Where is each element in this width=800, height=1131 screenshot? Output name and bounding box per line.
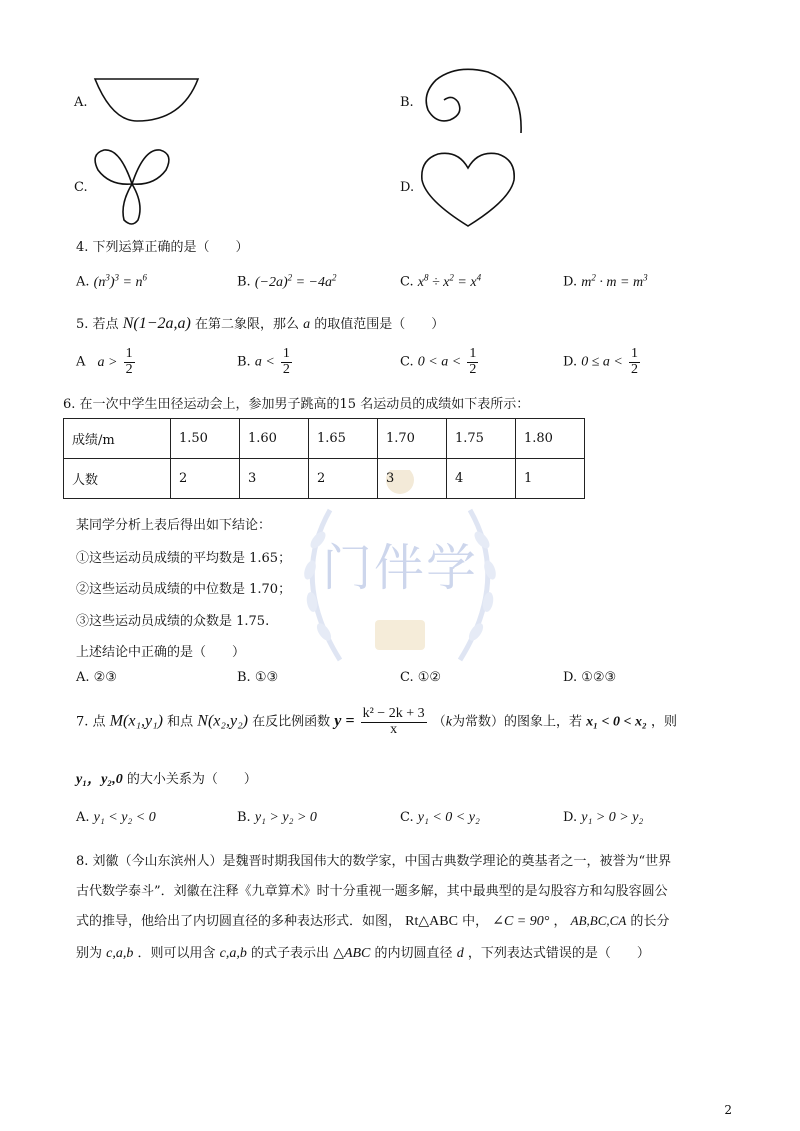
q8-line-4: 别为 c,a,b ．则可以用含 c,a,b 的式子表示出 △ABC 的内切圆直径 d ，下列表达式错误的是（ ）	[76, 946, 650, 961]
q4-stem: 4. 下列运算正确的是（ ）	[76, 240, 249, 255]
figure-b-label: B.	[400, 95, 414, 110]
table-cell: 3	[378, 459, 447, 499]
q4-option-b: B. $(-2a)^2 = -4a^2$	[237, 272, 337, 290]
q8-line-2: 古代数学泰斗”．刘徽在注释《九章算术》时十分重视一题多解，其中最典型的是勾股容方和勾股容圆公	[76, 884, 668, 899]
q4-option-d: D. $m^2 \cdot m = m^3$	[563, 272, 648, 290]
q6-question: 上述结论中正确的是（ ）	[76, 645, 246, 660]
table-cell: 1	[516, 459, 585, 499]
figure-c-label: C.	[74, 180, 88, 195]
figure-d-label: D.	[400, 180, 415, 195]
table-cell: 3	[240, 459, 309, 499]
q5-stem: 5. 若点 N(1−2a,a) 在第二象限，那么 a 的取值范围是（ ）	[76, 315, 445, 332]
q6-stem: 6. 在一次中学生田径运动会上，参加男子跳高的15 名运动员的成绩如下表所示：	[63, 397, 530, 412]
q7-option-b: B. y₁ > y₂ > 0	[237, 810, 317, 825]
q6-intro: 某同学分析上表后得出如下结论：	[76, 518, 272, 533]
q6-option-c: C. ①②	[400, 670, 442, 685]
q5-option-c: C. 0 < a < $\frac{1}{2}$	[400, 346, 477, 377]
table-cell: 1.80	[516, 419, 585, 459]
figure-b-spiral	[418, 66, 528, 136]
page-number: 2	[724, 1103, 732, 1117]
q7-stem: 7. 点 M(x₁,y₁) 和点 N(x₂,y₂) 在反比例函数 y = $\frac{\text{k² − 2k + 3}}{x}$ （k为常数）的图象上，若 x₁ < 0 < x₂ ，则	[76, 706, 678, 737]
table-header-cell: 人数	[64, 459, 171, 499]
q6-conclusion-1: ①这些运动员成绩的平均数是 1.65；	[76, 551, 292, 566]
table-row	[64, 459, 585, 499]
q6-option-b: B. ①③	[237, 670, 279, 685]
q6-conclusion-2: ②这些运动员成绩的中位数是 1.70；	[76, 582, 292, 597]
figure-a-fan	[92, 76, 202, 126]
table-cell: 1.75	[447, 419, 516, 459]
watermark-text: 门伴学	[322, 539, 478, 597]
q5-option-a: A a > $\frac{1}{2}$	[76, 346, 133, 377]
q8-line-3: 式的推导，他给出了内切圆直径的多种表达形式．如图， Rt△ABC 中， ∠C = 90° ， AB,BC,CA 的长分	[76, 913, 670, 929]
table-cell: 1.65	[309, 419, 378, 459]
table-cell: 2	[171, 459, 240, 499]
q6-conclusion-3: ③这些运动员成绩的众数是 1.75.	[76, 614, 270, 629]
q7-option-a: A. y₁ < y₂ < 0	[76, 810, 156, 825]
table-cell: 2	[309, 459, 378, 499]
table-header-cell: 成绩/m	[64, 419, 171, 459]
q7-option-d: D. y₁ > 0 > y₂	[563, 810, 644, 825]
table-cell: 1.50	[171, 419, 240, 459]
q8-line-1: 8. 刘徽（今山东滨州人）是魏晋时期我国伟大的数学家，中国古典数学理论的奠基者之一，被誉为“世界	[76, 854, 672, 869]
q5-option-b: B. a < $\frac{1}{2}$	[237, 346, 290, 377]
q4-option-c: C. $x^8 \div x^2 = x^4$	[400, 272, 482, 290]
q7-stem-line2: y₁，y₂,0 的大小关系为（ ）	[76, 772, 257, 787]
q6-option-d: D. ①②③	[563, 670, 617, 685]
q5-option-d: D. 0 ≤ a < $\frac{1}{2}$	[563, 346, 639, 377]
q7-fraction: $\frac{\text{k² − 2k + 3}}{x}$	[362, 706, 425, 737]
score-table	[63, 418, 585, 499]
table-cell: 1.60	[240, 419, 309, 459]
q6-option-a: A. ②③	[76, 670, 117, 685]
figure-c-trefoil	[90, 146, 180, 226]
q4-option-a: A. $(n^3)^3 = n^6$	[76, 272, 147, 290]
q7-option-c: C. y₁ < 0 < y₂	[400, 810, 480, 825]
table-cell: 1.70	[378, 419, 447, 459]
figure-d-heart	[418, 150, 518, 230]
figure-a-label: A.	[74, 95, 88, 110]
table-cell: 4	[447, 459, 516, 499]
table-row	[64, 419, 585, 459]
